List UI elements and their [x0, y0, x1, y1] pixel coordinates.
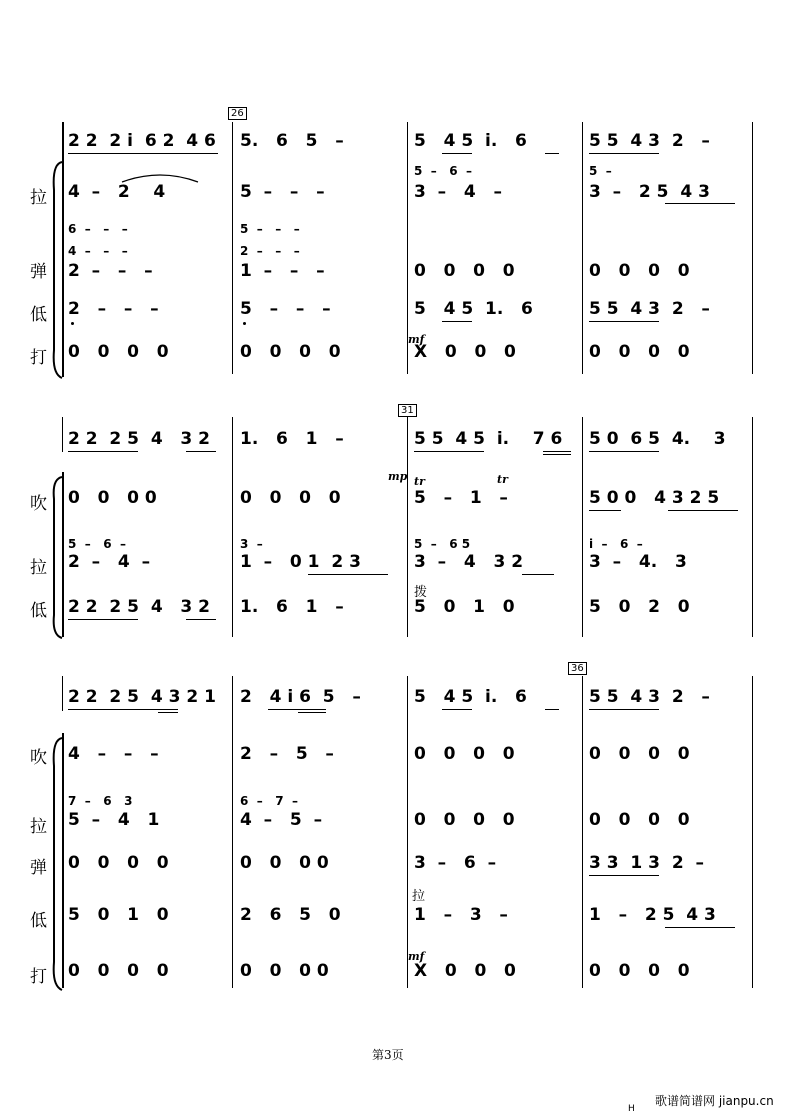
tan-a-m2: 5 – – –	[240, 222, 300, 236]
slur-icon	[120, 172, 200, 184]
di-m10: 2 6 5 0	[240, 905, 341, 925]
chui-m10: 2 – 5 –	[240, 744, 334, 764]
watermark-logo: 歌谱简谱网 jianpu.cn	[655, 1094, 774, 1108]
technique-mark: 拉	[412, 889, 426, 904]
rehearsal-mark: 31	[398, 404, 417, 417]
beam	[308, 574, 388, 575]
la-m9: 5 – 4 1	[68, 810, 160, 830]
la-upper-m9: 7 – 6 3	[68, 794, 133, 808]
di-m1: 2 – – –	[68, 299, 159, 319]
beam	[442, 321, 472, 322]
melody-m2: 5. 6 5 –	[240, 131, 344, 151]
beam	[589, 875, 659, 876]
di-m2: 5 – – –	[240, 299, 331, 319]
melody-m5: 2 2 2 5 4 3 2	[68, 429, 210, 449]
rehearsal-mark: 26	[228, 107, 247, 120]
beam	[298, 712, 326, 713]
technique-mark: 拨	[414, 585, 428, 600]
tan-b-m1: 4 – – –	[68, 244, 128, 258]
beam	[543, 451, 571, 452]
la-upper-m4: 5 –	[589, 164, 612, 178]
da-m3: X 0 0 0	[414, 342, 516, 362]
di-m4: 5 5 4 3 2 –	[589, 299, 710, 319]
tan-c-m2: 1 – – –	[240, 261, 325, 281]
barline	[582, 417, 583, 637]
da-m1: 0 0 0 0	[68, 342, 169, 362]
barline	[62, 676, 63, 711]
barline	[232, 122, 233, 374]
beam	[589, 451, 659, 452]
barline	[582, 122, 583, 374]
barline	[582, 676, 583, 988]
tan-c-m4: 0 0 0 0	[589, 261, 690, 281]
tan-m9: 0 0 0 0	[68, 853, 169, 873]
la-upper-m8: i – 6 –	[589, 537, 643, 551]
barline	[752, 122, 753, 374]
instrument-label: 低	[30, 305, 47, 325]
la-upper-m10: 6 – 7 –	[240, 794, 298, 808]
la-upper-m7: 5 – 6 5	[414, 537, 471, 551]
beam	[668, 510, 738, 511]
beam	[589, 510, 621, 511]
page-number: 第3页	[372, 1048, 404, 1062]
melody-m10: 2 4 i 6 5 –	[240, 687, 361, 707]
brace-icon	[50, 160, 64, 380]
melody-m8: 5 0 6 5 4. 3	[589, 429, 726, 449]
instrument-label: 打	[30, 967, 47, 987]
la-m8: 3 – 4. 3	[589, 552, 687, 572]
octave-dot	[243, 322, 246, 325]
corner-mark: H	[628, 1104, 635, 1114]
melody-m3: 5 4 5 i. 6	[414, 131, 527, 151]
beam	[522, 574, 554, 575]
octave-dot	[71, 322, 74, 325]
chui-m7: 5 – 1 –	[414, 488, 508, 508]
beam	[545, 709, 559, 710]
beam	[186, 451, 216, 452]
chui-m6: 0 0 0 0	[240, 488, 341, 508]
barline	[62, 417, 63, 452]
barline	[232, 676, 233, 988]
beam	[68, 709, 178, 710]
di-m3: 5 4 5 1. 6	[414, 299, 533, 319]
chui-m9: 4 – – –	[68, 744, 159, 764]
da-m11: X 0 0 0	[414, 961, 516, 981]
da-m2: 0 0 0 0	[240, 342, 341, 362]
beam	[665, 203, 735, 204]
melody-m6: 1. 6 1 –	[240, 429, 344, 449]
brace-icon	[50, 475, 64, 640]
di-m8: 5 0 2 0	[589, 597, 690, 617]
chui-m5: 0 0 0 0	[68, 488, 157, 508]
beam	[158, 712, 178, 713]
la-m12: 0 0 0 0	[589, 810, 690, 830]
la-m11: 0 0 0 0	[414, 810, 515, 830]
da-m12: 0 0 0 0	[589, 961, 690, 981]
la-m5: 2 – 4 –	[68, 552, 151, 572]
beam	[545, 153, 559, 154]
melody-m12: 5 5 4 3 2 –	[589, 687, 710, 707]
instrument-label: 吹	[30, 494, 47, 514]
tan-b-m2: 2 – – –	[240, 244, 300, 258]
chui-m8: 5 0 0 4 3 2 5	[589, 488, 720, 508]
instrument-label: 弹	[30, 858, 47, 878]
da-m9: 0 0 0 0	[68, 961, 169, 981]
barline	[232, 417, 233, 637]
barline	[752, 676, 753, 988]
melody-m4: 5 5 4 3 2 –	[589, 131, 710, 151]
beam	[543, 454, 571, 455]
beam	[589, 153, 659, 154]
tan-m11: 3 – 6 –	[414, 853, 497, 873]
di-m7: 5 0 1 0	[414, 597, 515, 617]
dynamic-mark: mp	[388, 470, 408, 483]
la-m3: 3 – 4 –	[414, 182, 503, 202]
la-m1: 4 – 2 4	[68, 182, 166, 202]
instrument-label: 吹	[30, 748, 47, 768]
beam	[68, 451, 138, 452]
barline	[407, 676, 408, 988]
rehearsal-mark: 36	[568, 662, 587, 675]
chui-m11: 0 0 0 0	[414, 744, 515, 764]
dynamic-mark: mf	[408, 333, 425, 346]
tan-c-m1: 2 – – –	[68, 261, 153, 281]
beam	[268, 709, 326, 710]
la-m2: 5 – – –	[240, 182, 325, 202]
di-m11: 1 – 3 –	[414, 905, 508, 925]
tan-c-m3: 0 0 0 0	[414, 261, 515, 281]
instrument-label: 拉	[30, 817, 47, 837]
beam	[442, 153, 472, 154]
instrument-label: 拉	[30, 558, 47, 578]
tan-m10: 0 0 0 0	[240, 853, 329, 873]
beam	[665, 927, 735, 928]
la-m10: 4 – 5 –	[240, 810, 323, 830]
beam	[589, 321, 659, 322]
da-m4: 0 0 0 0	[589, 342, 690, 362]
di-m12: 1 – 2 5 4 3	[589, 905, 716, 925]
instrument-label: 低	[30, 601, 47, 621]
di-m6: 1. 6 1 –	[240, 597, 344, 617]
da-m10: 0 0 0 0	[240, 961, 329, 981]
la-upper-m3: 5 – 6 –	[414, 164, 472, 178]
beam	[186, 619, 216, 620]
la-m6: 1 – 0 1 2 3	[240, 552, 361, 572]
beam	[68, 619, 138, 620]
beam	[414, 451, 484, 452]
di-m5: 2 2 2 5 4 3 2	[68, 597, 210, 617]
tan-a-m1: 6 – – –	[68, 222, 128, 236]
chui-m12: 0 0 0 0	[589, 744, 690, 764]
instrument-label: 低	[30, 911, 47, 931]
melody-m11: 5 4 5 i. 6	[414, 687, 527, 707]
barline	[407, 417, 408, 637]
di-m9: 5 0 1 0	[68, 905, 169, 925]
la-m7: 3 – 4 3 2	[414, 552, 524, 572]
trill-mark: tr	[414, 475, 425, 488]
brace-icon	[50, 736, 64, 992]
la-upper-m6: 3 –	[240, 537, 263, 551]
beam	[589, 709, 659, 710]
la-m4: 3 – 2 5 4 3	[589, 182, 710, 202]
la-upper-m5: 5 – 6 –	[68, 537, 126, 551]
tan-m12: 3 3 1 3 2 –	[589, 853, 704, 873]
instrument-label: 拉	[30, 188, 47, 208]
beam	[442, 709, 472, 710]
instrument-label: 打	[30, 348, 47, 368]
melody-m9: 2 2 2 5 4 3 2 1	[68, 687, 216, 707]
beam	[68, 153, 218, 154]
dynamic-mark: mf	[408, 950, 425, 963]
melody-m7: 5 5 4 5 i. 7 6	[414, 429, 563, 449]
melody-m1: 2 2 2 i 6 2 4 6	[68, 131, 216, 151]
instrument-label: 弹	[30, 262, 47, 282]
barline	[752, 417, 753, 637]
trill-mark: tr	[497, 473, 508, 486]
